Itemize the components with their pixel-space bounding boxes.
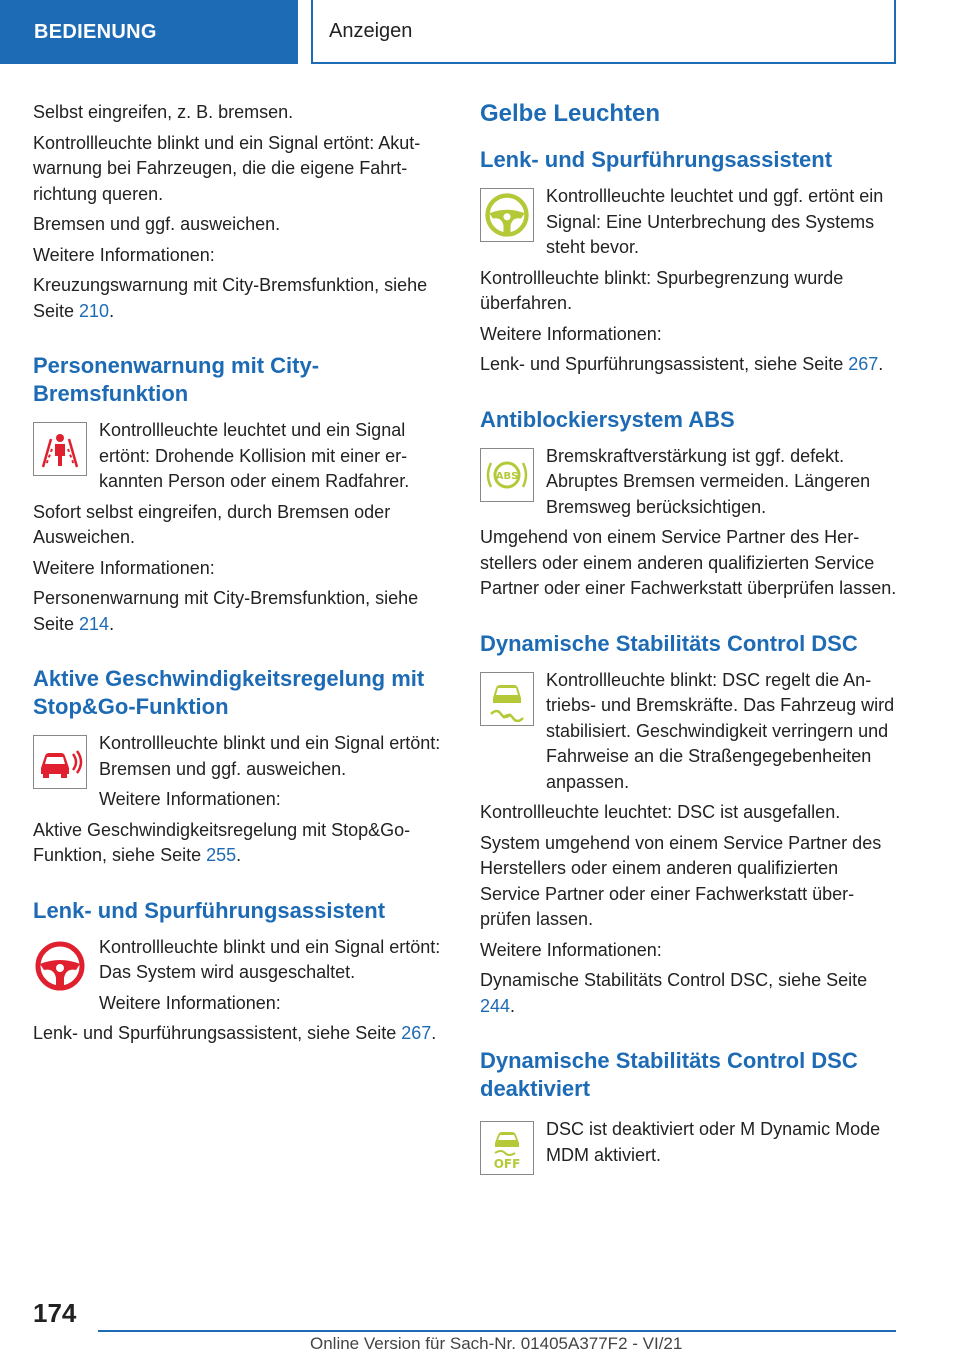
reference-paragraph: Personenwarnung mit City-Bremsfunktion, siehe Seite 214. — [33, 588, 419, 634]
warning-row — [33, 731, 447, 813]
section-title: Lenk- und Spurführungsassistent — [480, 147, 833, 172]
warning-text: Kontrollleuchte leuchtet und ein Signal ertönt: Drohende Kollision mit einer erkannten Person oder einem Radfahrer. — [99, 420, 410, 491]
section-title: Aktive Geschwindigkeitsregelung mit Stop&Go-Funktion — [33, 666, 425, 719]
right-column — [480, 100, 898, 1175]
reference-paragraph: Lenk- und Spurführungsassistent, siehe Seite 267. — [480, 354, 884, 374]
section-title: Dynamische Stabilitäts Control DSC deaktiviert — [480, 1048, 858, 1101]
header-title: Anzeigen — [329, 19, 413, 42]
page-link[interactable]: 214 — [79, 613, 110, 634]
warning-row — [480, 184, 898, 261]
warning-row — [480, 1117, 898, 1175]
warning-text: Kontrollleuchte leuchtet und ggf. ertönt ein Signal: Eine Unterbrechung des Systems steht bevor. — [546, 186, 884, 257]
svg-text:OFF: OFF — [493, 1157, 521, 1171]
reference-paragraph: Dynamische Stabilitäts Control DSC, siehe Seite 244. — [480, 970, 868, 1016]
steering-wheel-yellow-icon — [480, 188, 534, 242]
page-link[interactable]: 267 — [401, 1023, 432, 1043]
section-title: Antiblockiersystem ABS — [480, 406, 735, 432]
dsc-icon — [480, 672, 534, 726]
section-geschwindigkeitsregelung — [33, 665, 447, 869]
dsc-off-icon — [480, 1121, 534, 1175]
abs-icon — [480, 448, 534, 502]
page-link[interactable]: 210 — [79, 300, 110, 321]
reference-text: Dynamische Stabilitäts Control DSC, siehe Seite — [480, 970, 868, 990]
warning-text: Kontrollleuchte blinkt und ein Signal ertönt: Das System wird ausgeschaltet. — [99, 936, 441, 982]
reference-paragraph: Kreuzungswarnung mit City-Bremsfunktion, siehe Seite 210. — [33, 275, 428, 321]
warning-row — [480, 444, 898, 521]
reference-paragraph: Aktive Geschwindigkeitsregelung mit Stop&Go-Funktion, siehe Seite 255. — [33, 819, 411, 865]
warning-row — [33, 418, 447, 495]
paragraph: Weitere Informationen: — [480, 939, 662, 960]
warning-text: DSC ist deaktiviert oder M Dynamic Mode MDM aktiviert. — [546, 1119, 881, 1165]
warning-text: Bremskraftverstärkung ist ggf. defekt. Abruptes Bremsen vermeiden. Längeren Bremsweg berücksichtigen. — [546, 445, 871, 517]
reference-text: Kreuzungswarnung mit City-Bremsfunktion, siehe Seite — [33, 275, 428, 321]
reference-text: Personenwarnung mit City-Bremsfunktion, siehe Seite — [33, 588, 419, 634]
warning-row — [33, 935, 447, 1017]
header-section-tab — [0, 0, 298, 64]
section-lenkassistent-rot — [33, 897, 447, 1047]
page-number: 174 — [33, 1298, 77, 1328]
reference-text: Lenk- und Spurführungsassistent, siehe Seite — [480, 354, 849, 374]
paragraph: Selbst eingreifen, z. B. bremsen. — [33, 102, 294, 122]
reference-text: Aktive Geschwindigkeitsregelung mit Stop&Go-Funktion, siehe Seite — [33, 819, 411, 865]
section-lenkassistent-gelb — [480, 146, 898, 378]
paragraph: Weitere Informationen: — [33, 557, 215, 578]
person-warning-icon — [33, 422, 87, 476]
section-dsc — [480, 630, 898, 1020]
section-dsc-deaktiviert — [480, 1047, 898, 1175]
paragraph: Kontrollleuchte blinkt: Spurbegrenzung wurde überfahren. — [480, 267, 844, 313]
warning-row — [480, 668, 898, 796]
page-link[interactable]: 255 — [206, 845, 237, 865]
page-link[interactable]: 267 — [848, 354, 879, 374]
paragraph: Sofort selbst eingreifen, durch Bremsen oder Ausweichen. — [33, 501, 391, 547]
section-personenwarnung — [33, 352, 447, 637]
paragraph: Kontrollleuchte leuchtet: DSC ist ausgefallen. — [480, 802, 841, 822]
section-title: Dynamische Stabilitäts Control DSC — [480, 630, 858, 656]
left-column — [33, 100, 447, 1047]
warning-text: Weitere Informationen: — [99, 992, 281, 1013]
chapter-title: Gelbe Leuchten — [480, 100, 661, 127]
header-title-box — [311, 0, 896, 64]
section-title: Lenk- und Spurführungsassistent — [33, 897, 386, 923]
svg-text:ABS: ABS — [495, 470, 519, 482]
footer-divider — [98, 1330, 896, 1332]
warning-text: Kontrollleuchte blinkt: DSC regelt die Antriebs- und Bremskräfte. Das Fahrzeug wird stabilisiert. Geschwindigkeit verringern und Fahrweise an die Straßengegebenheiten anpassen. — [546, 669, 895, 792]
warning-text: Kontrollleuchte blinkt und ein Signal ertönt: Bremsen und ggf. ausweichen. — [99, 733, 441, 779]
warning-text: Weitere Informationen: — [99, 789, 281, 809]
section-title: Personenwarnung mit City-Bremsfunktion — [33, 353, 320, 406]
reference-paragraph: Lenk- und Spurführungsassistent, siehe Seite 267. — [33, 1023, 437, 1043]
header-section-label: BEDIENUNG — [34, 20, 157, 43]
paragraph: System umgehend von einem Service Partner des Herstellers oder einem anderen qualifizierten Service Partner oder einer Fachwerkstatt überprüfen lassen. — [480, 832, 882, 929]
car-collision-icon — [33, 735, 87, 789]
page-link[interactable]: 244 — [480, 995, 511, 1016]
paragraph: Bremsen und ggf. ausweichen. — [33, 214, 281, 234]
reference-text: Lenk- und Spurführungsassistent, siehe Seite — [33, 1023, 402, 1043]
paragraph: Kontrollleuchte blinkt und ein Signal ertönt: Akutwarnung bei Fahrzeugen, die die eigene Fahrtrichtung queren. — [33, 132, 421, 204]
paragraph: Umgehend von einem Service Partner des Herstellers oder einem anderen qualifizierten Service Partner oder einer Fachwerkstatt überprüfen lassen. — [480, 527, 897, 598]
section-abs — [480, 406, 898, 602]
paragraph: Weitere Informationen: — [33, 244, 215, 265]
steering-wheel-red-icon — [33, 939, 87, 993]
paragraph: Weitere Informationen: — [480, 323, 662, 344]
footer-text: Online Version für Sach-Nr. 01405A377F2 - VI/21 — [310, 1334, 683, 1353]
